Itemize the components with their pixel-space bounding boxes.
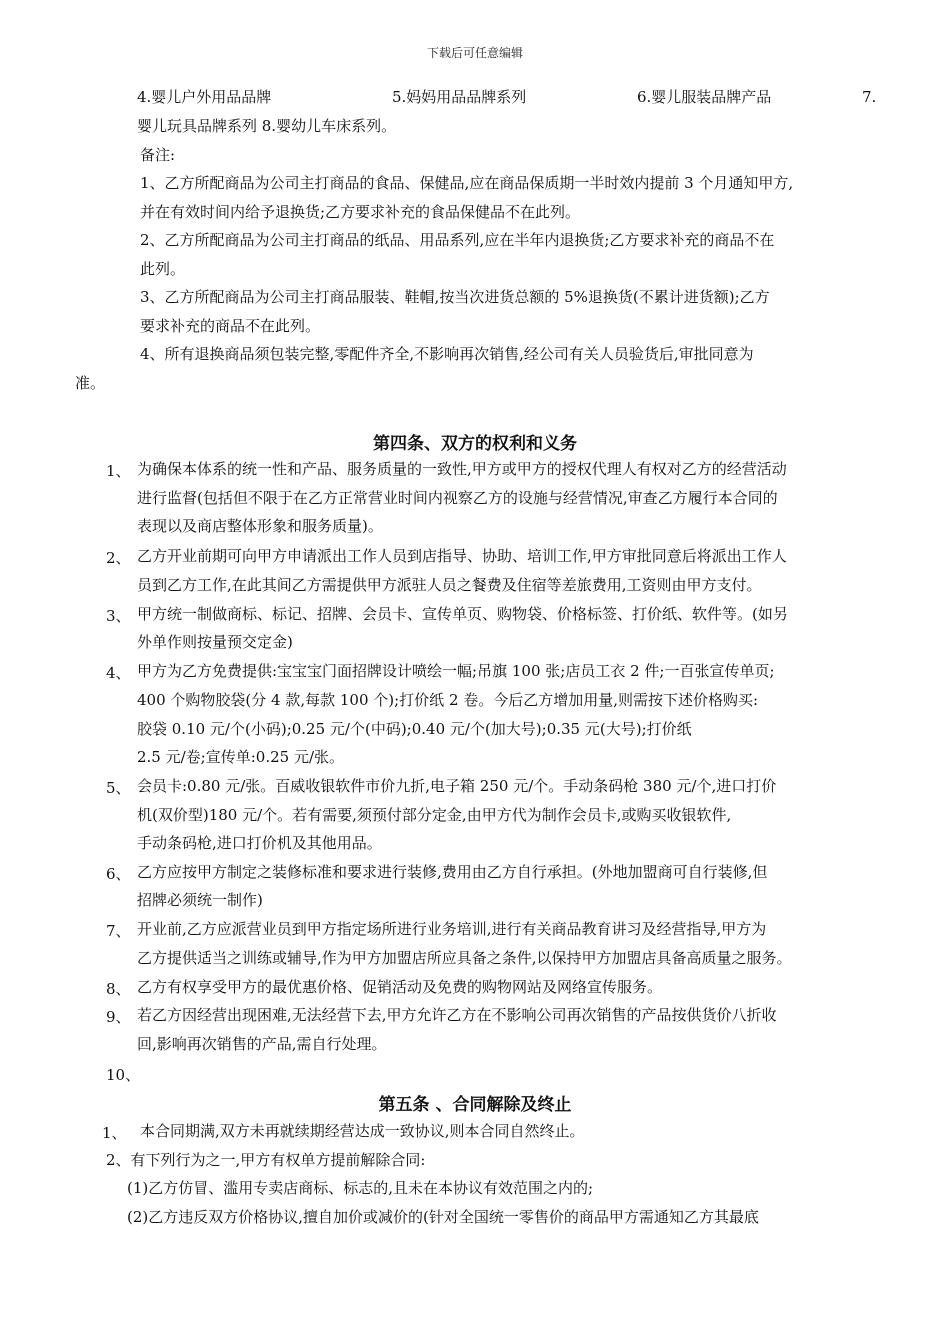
note-4-line-1: 4、所有退换商品须包装完整,零配件齐全,不影响再次销售,经公司有关人员验货后,审批同意为	[140, 345, 754, 363]
article-5-p2: 2、有下列行为之一,甲方有权单方提前解除合同:	[106, 1151, 426, 1169]
note-title: 备注:	[140, 146, 176, 164]
item-7-line-2: 乙方提供适当之训练或辅导,作为甲方加盟店所应具备之条件,以保持甲方加盟店具备高质量之服务。	[137, 949, 792, 967]
item-1-line-3: 表现以及商店整体形象和服务质量)。	[137, 517, 383, 535]
brand-item-7-num: 7.	[862, 88, 877, 106]
brand-line-2: 婴儿玩具品牌系列 8.婴幼儿车床系列。	[137, 117, 397, 135]
item-7-num: 7、	[106, 922, 131, 940]
item-6-line-1: 乙方应按甲方制定之装修标准和要求进行装修,费用由乙方自行承担。(外地加盟商可自行装修,但	[137, 863, 768, 881]
item-9-line-2: 回,影响再次销售的产品,需自行处理。	[137, 1035, 387, 1053]
article-5-sub-2: (2)乙方违反双方价格协议,擅自加价或减价的(针对全国统一零售价的商品甲方需通知乙方其最底	[127, 1208, 759, 1226]
item-5-num: 5、	[106, 779, 131, 797]
item-6-line-2: 招牌必须统一制作)	[137, 891, 263, 909]
item-1-line-2: 进行监督(包括但不限于在乙方正常营业时间内视察乙方的设施与经营情况,审查乙方履行本合同的	[137, 489, 778, 507]
note-2-line-1: 2、乙方所配商品为公司主打商品的纸品、用品系列,应在半年内退换货;乙方要求补充的商品不在	[140, 231, 775, 249]
item-1-line-1: 为确保本体系的统一性和产品、服务质量的一致性,甲方或甲方的授权代理人有权对乙方的经营活动	[137, 460, 787, 478]
page-header: 下载后可任意编辑	[426, 46, 523, 60]
item-3-num: 3、	[106, 607, 131, 625]
item-4-line-2: 400 个购物胶袋(分 4 款,每款 100 个);打价纸 2 卷。今后乙方增加用量,则需按下述价格购买:	[137, 691, 759, 709]
item-4-line-3: 胶袋 0.10 元/个(小码);0.25 元/个(中码);0.40 元/个(加大号);0.35 元(大号);打价纸	[137, 720, 692, 738]
item-5-line-1: 会员卡:0.80 元/张。百威收银软件市价九折,电子箱 250 元/个。手动条码枪 380 元/个,进口打价	[137, 777, 777, 795]
item-5-line-2: 机(双价型)180 元/个。若有需要,须预付部分定金,由甲方代为制作会员卡,或购买收银软件,	[137, 806, 732, 824]
note-1-line-1: 1、乙方所配商品为公司主打商品的食品、保健品,应在商品保质期一半时效内提前 3 个月通知甲方,	[140, 174, 794, 192]
item-1-num: 1、	[106, 462, 131, 480]
note-1-line-2: 并在有效时间内给予退换货;乙方要求补充的食品保健品不在此列。	[140, 203, 581, 221]
note-3-line-1: 3、乙方所配商品为公司主打商品服装、鞋帽,按当次进货总额的 5%退换货(不累计进货额);乙方	[140, 288, 770, 306]
item-9-line-1: 若乙方因经营出现困难,无法经营下去,甲方允许乙方在不影响公司再次销售的产品按供货价八折收	[137, 1006, 777, 1024]
item-4-num: 4、	[106, 664, 131, 682]
article-5-p1: 本合同期满,双方未再就续期经营达成一致协议,则本合同自然终止。	[140, 1122, 585, 1140]
article-4-title: 第四条、双方的权利和义务	[373, 434, 577, 454]
item-3-line-2: 外单作则按量预交定金)	[137, 633, 293, 651]
item-8-line-1: 乙方有权享受甲方的最优惠价格、促销活动及免费的购物网站及网络宣传服务。	[137, 978, 663, 996]
article-5-title: 第五条 、合同解除及终止	[378, 1095, 572, 1115]
item-8-num: 8、	[106, 980, 131, 998]
item-4-line-4: 2.5 元/卷;宣传单:0.25 元/张。	[137, 748, 345, 766]
item-9-num: 9、	[106, 1008, 131, 1026]
brand-item-4: 4.婴儿户外用品品牌	[137, 88, 272, 106]
item-3-line-1: 甲方统一制做商标、标记、招牌、会员卡、宣传单页、购物袋、价格标签、打价纸、软件等。(如另	[137, 605, 788, 623]
item-2-line-1: 乙方开业前期可向甲方申请派出工作人员到店指导、协助、培训工作,甲方审批同意后将派出工作人	[137, 547, 787, 565]
note-2-line-2: 此列。	[140, 260, 186, 278]
item-2-num: 2、	[106, 549, 131, 567]
article-5-sub-1: (1)乙方仿冒、滥用专卖店商标、标志的,且未在本协议有效范围之内的;	[127, 1179, 594, 1197]
item-10-num: 10、	[106, 1066, 141, 1084]
brand-item-5: 5.妈妈用品品牌系列	[392, 88, 527, 106]
note-3-line-2: 要求补充的商品不在此列。	[140, 317, 321, 335]
article-5-p1-num: 1、	[102, 1124, 127, 1142]
item-6-num: 6、	[106, 865, 131, 883]
item-4-line-1: 甲方为乙方免费提供:宝宝宝门面招牌设计喷绘一幅;吊旗 100 张;店员工衣 2 件;一百张宣传单页;	[137, 662, 775, 680]
brand-item-6: 6.婴儿服装品牌产品	[637, 88, 772, 106]
item-7-line-1: 开业前,乙方应派营业员到甲方指定场所进行业务培训,进行有关商品教育讲习及经营指导,甲方为	[137, 920, 767, 938]
note-4-line-2: 准。	[75, 374, 106, 392]
item-5-line-3: 手动条码枪,进口打价机及其他用品。	[137, 834, 382, 852]
item-2-line-2: 员到乙方工作,在此其间乙方需提供甲方派驻人员之餐费及住宿等差旅费用,工资则由甲方支付。	[137, 576, 762, 594]
